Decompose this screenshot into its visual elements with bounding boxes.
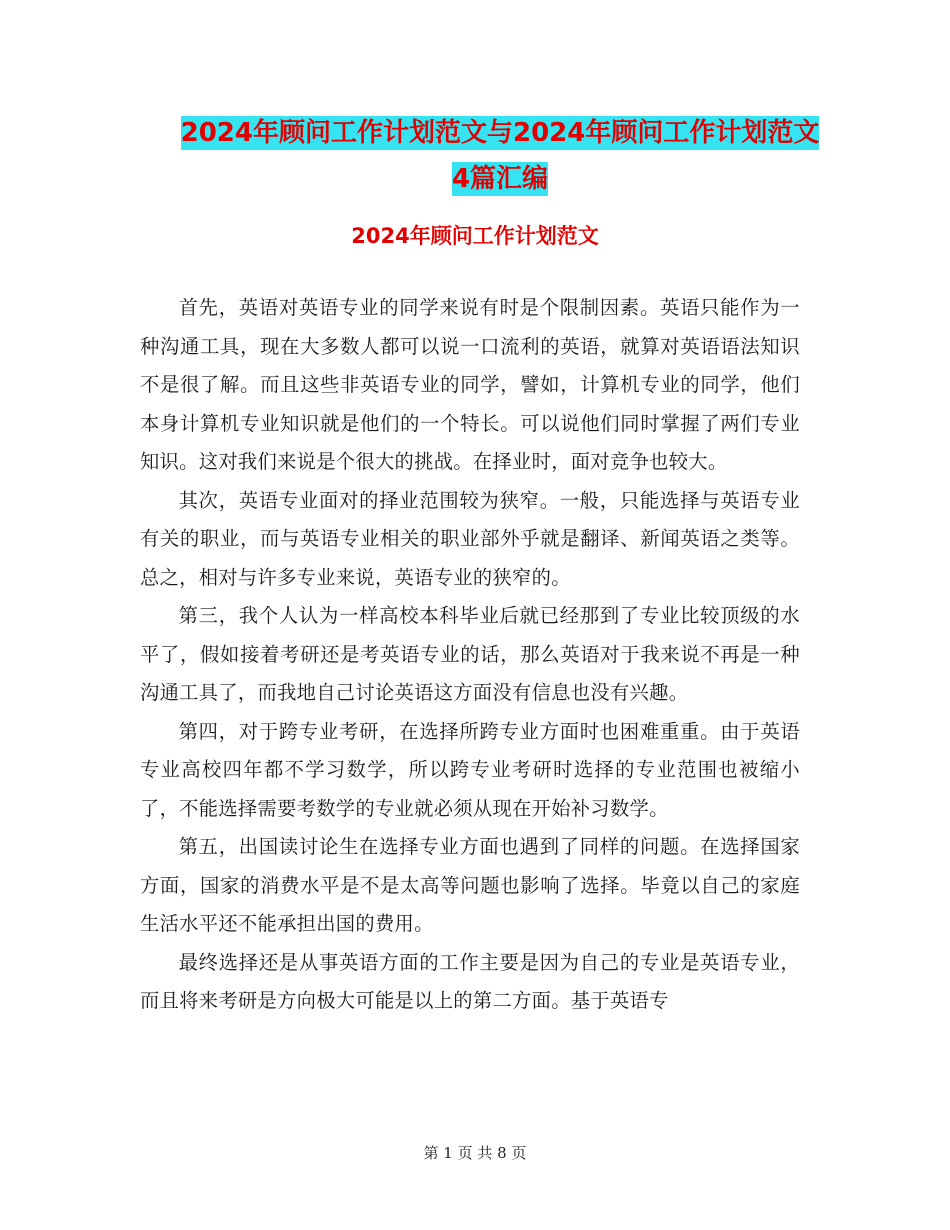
paragraph-4: 第四，对于跨专业考研，在选择所跨专业方面时也困难重重。由于英语专业高校四年都不学习数学，所以跨专业考研时选择的专业范围也被缩小了，不能选择需要考数学的专业就必须从现在开始补习数学。 — [140, 719, 800, 820]
document-title-line2: 4篇汇编 — [451, 164, 549, 194]
paragraph-3: 第三，我个人认为一样高校本科毕业后就已经那到了专业比较顶级的水平了，假如接着考研还是考英语专业的话，那么英语对于我来说不再是一种沟通工具了，而我地自己讨论英语这方面没有信息也没有兴趣。 — [140, 604, 800, 704]
document-title-line1: 2024年顾问工作计划范文与2024年顾问工作计划范文 — [180, 118, 820, 148]
document-body — [140, 289, 800, 1021]
document-title — [140, 110, 860, 202]
paragraph-1: 首先，英语对英语专业的同学来说有时是个限制因素。英语只能作为一种沟通工具，现在大多数人都可以说一口流利的英语，就算对英语语法知识不是很了解。而且这些非英语专业的同学，譬如，计算机专业的同学，他们本身计算机专业知识就是他们的一个特长。可以说他们同时掌握了两们专业知识。这对我们来说是个很大的挑战。在择业时，面对竞争也较大。 — [140, 296, 800, 473]
section-title: 2024年顾问工作计划范文 — [351, 224, 599, 248]
paragraph-5: 第五，出国读讨论生在选择专业方面也遇到了同样的问题。在选择国家方面，国家的消费水平是不是太高等问题也影响了选择。毕竟以自己的家庭生活水平还不能承担出国的费用。 — [140, 835, 800, 935]
paragraph-2: 其次，英语专业面对的择业范围较为狭窄。一般，只能选择与英语专业有关的职业，而与英语专业相关的职业部外乎就是翻译、新闻英语之类等。总之，相对与许多专业来说，英语专业的狭窄的。 — [140, 488, 800, 589]
page-footer: 第 1 页 共 8 页 — [423, 1144, 527, 1162]
paragraph-6: 最终选择还是从事英语方面的工作主要是因为自己的专业是英语专业，而且将来考研是方向极大可能是以上的第二方面。基于英语专 — [140, 950, 800, 1012]
